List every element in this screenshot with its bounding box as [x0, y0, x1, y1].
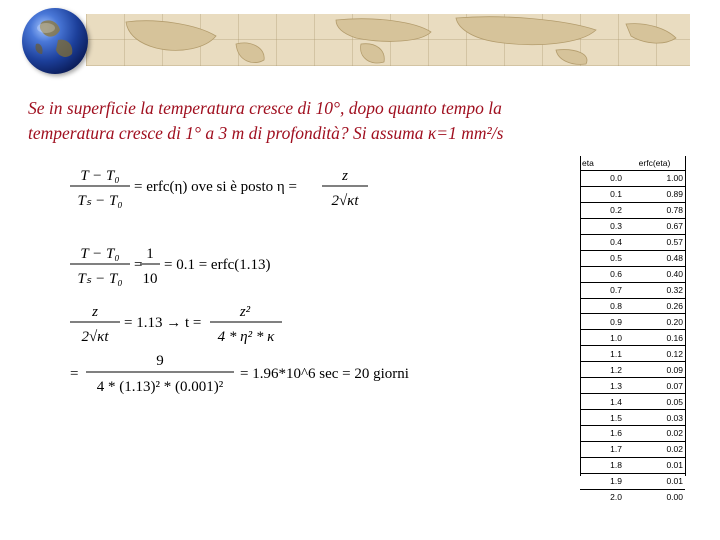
- f1-numerator: T − T₀: [80, 168, 120, 184]
- eta-value: 0.3: [580, 218, 624, 234]
- header-erfc: erfc(eta): [624, 156, 685, 171]
- table-row: [580, 298, 685, 314]
- erfc-value: 0.26: [624, 298, 685, 314]
- f1-denominator: Tₛ − T₀: [77, 193, 123, 209]
- problem-line-1: Se in superficie la temperatura cresce di 10°, dopo quanto tempo la: [28, 98, 502, 118]
- table-row: [580, 202, 685, 218]
- erfc-value: 0.09: [624, 362, 685, 378]
- table-row: [580, 346, 685, 362]
- erfc-value: 0.01: [624, 457, 685, 473]
- erfc-value: 0.32: [624, 282, 685, 298]
- eta-value: 1.5: [580, 410, 624, 426]
- table-row: [580, 441, 685, 457]
- formula-time-result: [70, 353, 409, 395]
- problem-line-2: temperatura cresce di 1° a 3 m di profondità? Si assuma κ=1 mm²/s: [28, 123, 504, 143]
- eta-value: 0.9: [580, 314, 624, 330]
- erfc-value: 0.89: [624, 186, 685, 202]
- erfc-value: 1.00: [624, 171, 685, 187]
- table-row: [580, 218, 685, 234]
- eta-value: 0.5: [580, 250, 624, 266]
- eta-value: 0.8: [580, 298, 624, 314]
- eta-value: 1.9: [580, 473, 624, 489]
- erfc-value: 0.00: [666, 492, 683, 503]
- table-row: [580, 426, 685, 442]
- table-row: [580, 457, 685, 473]
- erfc-value: 0.20: [624, 314, 685, 330]
- eta-value: 0.6: [580, 266, 624, 282]
- table-left-border: [580, 156, 581, 476]
- table-row: [580, 489, 685, 504]
- f2-fraction-numerator: 1: [146, 246, 154, 262]
- table-row: [580, 250, 685, 266]
- f4-equals: =: [70, 366, 79, 382]
- table-row: [580, 378, 685, 394]
- erfc-value: 0.16: [624, 330, 685, 346]
- table-row: [580, 234, 685, 250]
- f4-numerator: 9: [156, 353, 164, 369]
- table-row: [580, 314, 685, 330]
- eta-value: 1.8: [580, 457, 624, 473]
- f3-denominator: 2√κt: [81, 329, 109, 345]
- erfc-value: 0.07: [624, 378, 685, 394]
- erfc-value: 0.01: [624, 473, 685, 489]
- table-row: [580, 266, 685, 282]
- f1-middle: = erfc(η) ove si è posto η =: [134, 179, 297, 195]
- eta-value: 1.0: [580, 330, 624, 346]
- f1-eta-denominator: 2√κt: [331, 193, 359, 209]
- formula-time-expression: [70, 304, 282, 345]
- eta-value: 0.0: [580, 171, 624, 187]
- erfc-table-body: [580, 171, 685, 505]
- f4-result: = 1.96*10^6 sec = 20 giorni: [240, 366, 409, 382]
- table-row: [580, 473, 685, 489]
- f1-eta-numerator: z: [342, 168, 348, 184]
- table-row: [580, 282, 685, 298]
- eta-value: 0.2: [580, 202, 624, 218]
- formula-erfc-definition: [70, 168, 368, 209]
- f2-result: = 0.1 = erfc(1.13): [164, 257, 271, 273]
- eta-value: 0.4: [580, 234, 624, 250]
- eta-value: 2.0: [610, 492, 622, 503]
- table-row: [580, 362, 685, 378]
- eta-value: 1.7: [580, 441, 624, 457]
- f4-denominator: 4 * (1.13)² * (0.001)²: [96, 379, 224, 395]
- table-row: [580, 394, 685, 410]
- eta-value: 1.3: [580, 378, 624, 394]
- f3-result-numerator: z²: [239, 304, 251, 320]
- eta-value: 1.4: [580, 394, 624, 410]
- f3-result-denominator: 4 * η² * κ: [217, 329, 275, 345]
- problem-statement: [28, 96, 598, 146]
- f2-fraction-denominator: 10: [142, 271, 158, 287]
- erfc-value: 0.02: [624, 426, 685, 442]
- globe-icon: [22, 8, 88, 74]
- f2-numerator: T − T₀: [80, 246, 120, 262]
- f2-denominator: Tₛ − T₀: [77, 271, 123, 287]
- erfc-value: 0.40: [624, 266, 685, 282]
- table-row: [580, 171, 685, 187]
- erfc-value: 0.03: [624, 410, 685, 426]
- erfc-value: 0.48: [624, 250, 685, 266]
- eta-value: 1.6: [580, 426, 624, 442]
- erfc-table-header: [580, 156, 685, 171]
- erfc-value: 0.57: [624, 234, 685, 250]
- formula-erfc-value: [70, 246, 270, 287]
- f3-numerator: z: [92, 304, 98, 320]
- erfc-value: 0.05: [624, 394, 685, 410]
- table-row: [580, 410, 685, 426]
- eta-value: 0.7: [580, 282, 624, 298]
- erfc-value: 0.02: [624, 441, 685, 457]
- table-right-border: [685, 156, 686, 476]
- f3-middle: = 1.13 → t =: [124, 315, 202, 331]
- eta-value: 0.1: [580, 186, 624, 202]
- f2-equals: =: [134, 257, 143, 273]
- erfc-value: 0.78: [624, 202, 685, 218]
- erfc-table: [580, 156, 685, 505]
- erfc-value: 0.67: [624, 218, 685, 234]
- header-eta: eta: [580, 156, 624, 171]
- world-map-banner: [86, 14, 690, 66]
- table-row: [580, 330, 685, 346]
- formula-block: [60, 150, 460, 400]
- table-row: [580, 186, 685, 202]
- erfc-value: 0.12: [624, 346, 685, 362]
- eta-value: 1.2: [580, 362, 624, 378]
- eta-value: 1.1: [580, 346, 624, 362]
